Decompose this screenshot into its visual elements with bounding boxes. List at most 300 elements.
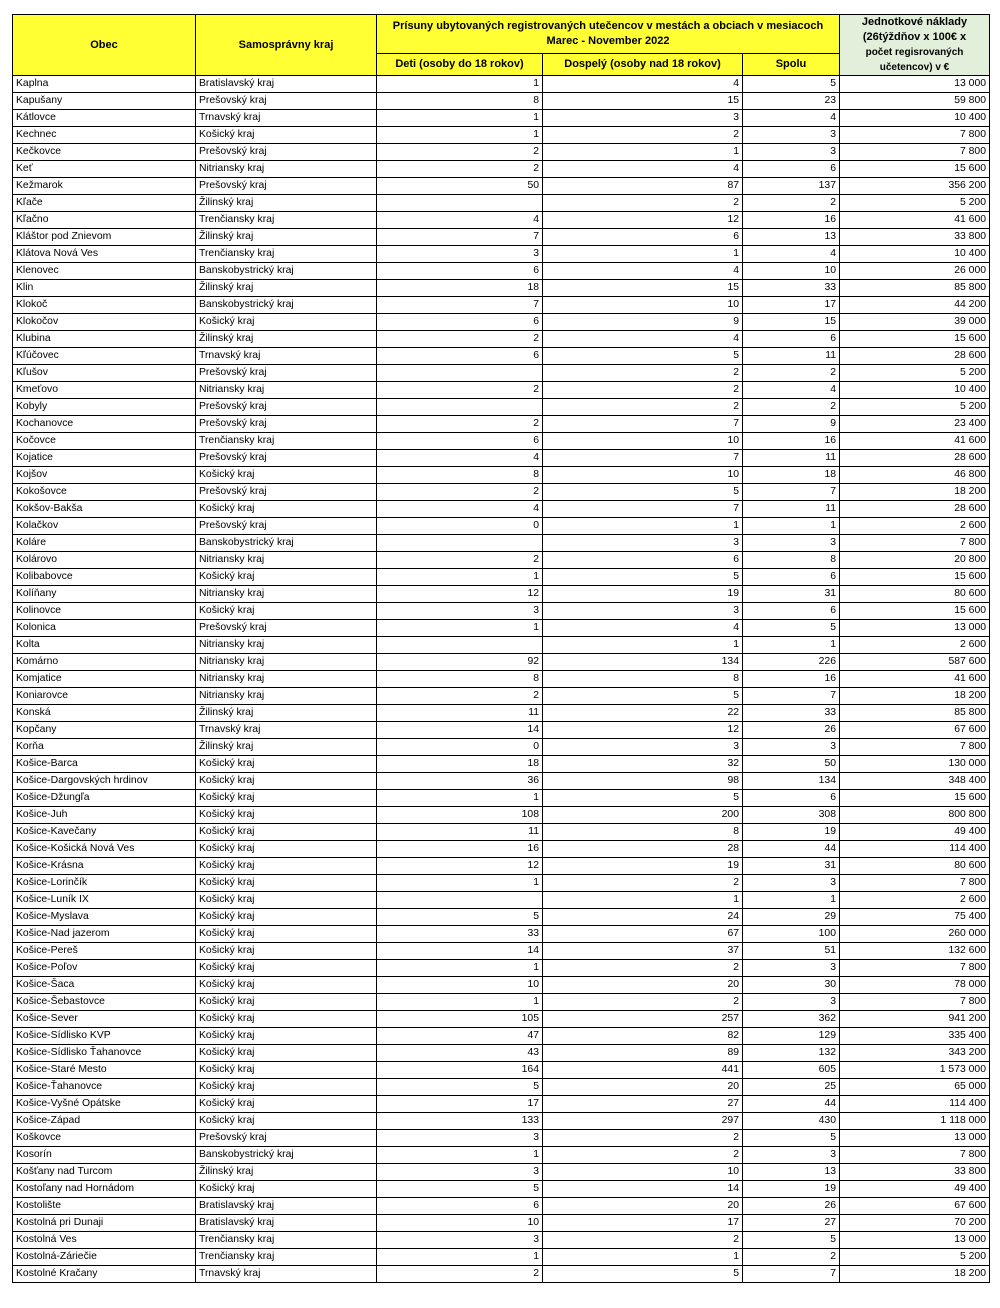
naklady-cell: 33 800 [840, 229, 990, 246]
table-row [13, 501, 990, 518]
obec-cell: Kobyly [13, 399, 196, 416]
spolu-cell: 4 [743, 382, 840, 399]
kraj-cell: Trenčiansky kraj [196, 433, 377, 450]
naklady-cell: 10 400 [840, 110, 990, 127]
spolu-cell: 3 [743, 127, 840, 144]
naklady-cell: 15 600 [840, 569, 990, 586]
table-row [13, 212, 990, 229]
dospeli-cell: 2 [543, 1130, 743, 1147]
kraj-cell: Trnavský kraj [196, 722, 377, 739]
deti-cell: 133 [377, 1113, 543, 1130]
table-row [13, 807, 990, 824]
spolu-cell: 6 [743, 161, 840, 178]
kraj-cell: Nitriansky kraj [196, 382, 377, 399]
spolu-cell: 2 [743, 195, 840, 212]
deti-cell: 5 [377, 1079, 543, 1096]
deti-cell [377, 365, 543, 382]
deti-cell: 164 [377, 1062, 543, 1079]
deti-cell: 2 [377, 484, 543, 501]
dospeli-cell: 3 [543, 603, 743, 620]
kraj-cell: Košický kraj [196, 1113, 377, 1130]
dospeli-cell: 441 [543, 1062, 743, 1079]
deti-cell: 105 [377, 1011, 543, 1028]
naklady-cell: 2 600 [840, 518, 990, 535]
table-row [13, 110, 990, 127]
spolu-cell: 19 [743, 1181, 840, 1198]
kraj-cell: Prešovský kraj [196, 178, 377, 195]
naklady-cell: 33 800 [840, 1164, 990, 1181]
naklady-cell: 15 600 [840, 790, 990, 807]
obec-cell: Kechnec [13, 127, 196, 144]
deti-cell: 47 [377, 1028, 543, 1045]
spolu-cell: 29 [743, 909, 840, 926]
table-row [13, 875, 990, 892]
obec-cell: Komjatice [13, 671, 196, 688]
dospeli-cell: 5 [543, 688, 743, 705]
obec-cell: Košice-Sever [13, 1011, 196, 1028]
table-row [13, 943, 990, 960]
deti-cell: 0 [377, 518, 543, 535]
deti-cell: 1 [377, 1249, 543, 1266]
naklady-cell: 5 200 [840, 399, 990, 416]
kraj-cell: Košický kraj [196, 790, 377, 807]
spolu-cell: 3 [743, 994, 840, 1011]
spolu-cell: 9 [743, 416, 840, 433]
spolu-cell: 26 [743, 1198, 840, 1215]
dospeli-cell: 22 [543, 705, 743, 722]
obec-cell: Košice-Západ [13, 1113, 196, 1130]
obec-cell: Kolíňany [13, 586, 196, 603]
obec-cell: Klátova Nová Ves [13, 246, 196, 263]
obec-cell: Kečkovce [13, 144, 196, 161]
deti-cell: 1 [377, 960, 543, 977]
table-row [13, 841, 990, 858]
obec-cell: Kojatice [13, 450, 196, 467]
kraj-cell: Košický kraj [196, 569, 377, 586]
dospeli-cell: 67 [543, 926, 743, 943]
naklady-cell: 59 800 [840, 93, 990, 110]
naklady-cell: 356 200 [840, 178, 990, 195]
deti-cell: 4 [377, 450, 543, 467]
kraj-cell: Košický kraj [196, 824, 377, 841]
dospeli-cell: 3 [543, 110, 743, 127]
naklady-cell: 49 400 [840, 1181, 990, 1198]
deti-cell: 3 [377, 246, 543, 263]
obec-cell: Kokošovce [13, 484, 196, 501]
spolu-cell: 19 [743, 824, 840, 841]
table-row [13, 331, 990, 348]
spolu-cell: 27 [743, 1215, 840, 1232]
dospeli-cell: 15 [543, 280, 743, 297]
deti-cell: 8 [377, 671, 543, 688]
table-row [13, 1096, 990, 1113]
kraj-cell: Košický kraj [196, 1011, 377, 1028]
spolu-cell: 605 [743, 1062, 840, 1079]
naklady-cell: 7 800 [840, 739, 990, 756]
dospeli-cell: 2 [543, 365, 743, 382]
obec-cell: Kostolné Kračany [13, 1266, 196, 1283]
table-row [13, 1062, 990, 1079]
dospeli-cell: 257 [543, 1011, 743, 1028]
table-row [13, 416, 990, 433]
naklady-cell: 587 600 [840, 654, 990, 671]
spolu-cell: 31 [743, 858, 840, 875]
obec-cell: Kolačkov [13, 518, 196, 535]
dospeli-cell: 4 [543, 76, 743, 93]
deti-cell: 1 [377, 76, 543, 93]
naklady-cell: 41 600 [840, 433, 990, 450]
obec-cell: Kopčany [13, 722, 196, 739]
table-row [13, 1232, 990, 1249]
dospeli-cell: 4 [543, 263, 743, 280]
kraj-cell: Prešovský kraj [196, 450, 377, 467]
deti-cell: 92 [377, 654, 543, 671]
spolu-cell: 3 [743, 1147, 840, 1164]
kraj-cell: Košický kraj [196, 892, 377, 909]
deti-cell: 14 [377, 943, 543, 960]
deti-cell: 11 [377, 705, 543, 722]
kraj-cell: Žilinský kraj [196, 705, 377, 722]
naklady-cell: 26 000 [840, 263, 990, 280]
spolu-cell: 3 [743, 875, 840, 892]
spolu-cell: 3 [743, 960, 840, 977]
naklady-cell: 78 000 [840, 977, 990, 994]
table-row [13, 144, 990, 161]
dospeli-cell: 3 [543, 535, 743, 552]
deti-cell: 6 [377, 1198, 543, 1215]
spolu-cell: 44 [743, 1096, 840, 1113]
spolu-cell: 3 [743, 739, 840, 756]
obec-cell: Košice-Nad jazerom [13, 926, 196, 943]
kraj-cell: Prešovský kraj [196, 518, 377, 535]
obec-cell: Košice-Staré Mesto [13, 1062, 196, 1079]
deti-cell: 8 [377, 93, 543, 110]
table-row [13, 1198, 990, 1215]
deti-cell: 5 [377, 1181, 543, 1198]
spolu-cell: 4 [743, 246, 840, 263]
deti-cell: 2 [377, 161, 543, 178]
obec-cell: Kapušany [13, 93, 196, 110]
table-body [13, 76, 990, 1283]
deti-cell: 14 [377, 722, 543, 739]
table-row [13, 909, 990, 926]
dospeli-cell: 6 [543, 229, 743, 246]
obec-cell: Kosorín [13, 1147, 196, 1164]
table-row [13, 195, 990, 212]
spolu-cell: 7 [743, 688, 840, 705]
naklady-cell: 13 000 [840, 620, 990, 637]
kraj-cell: Košický kraj [196, 858, 377, 875]
spolu-cell: 5 [743, 76, 840, 93]
dospeli-cell: 17 [543, 1215, 743, 1232]
table-row [13, 569, 990, 586]
spolu-cell: 8 [743, 552, 840, 569]
header-obec: Obec [13, 15, 196, 76]
dospeli-cell: 14 [543, 1181, 743, 1198]
spolu-cell: 33 [743, 705, 840, 722]
naklady-cell: 23 400 [840, 416, 990, 433]
naklady-cell: 15 600 [840, 331, 990, 348]
header-naklady-line2: počet regisrovaných učetencov) v € [865, 47, 964, 73]
header-kraj: Samosprávny kraj [196, 15, 377, 76]
spolu-cell: 226 [743, 654, 840, 671]
table-row [13, 178, 990, 195]
dospeli-cell: 6 [543, 552, 743, 569]
obec-cell: Koláre [13, 535, 196, 552]
dospeli-cell: 4 [543, 161, 743, 178]
kraj-cell: Košický kraj [196, 127, 377, 144]
table-row [13, 1028, 990, 1045]
naklady-cell: 80 600 [840, 586, 990, 603]
obec-cell: Košice-Juh [13, 807, 196, 824]
table-row [13, 926, 990, 943]
naklady-cell: 18 200 [840, 1266, 990, 1283]
naklady-cell: 7 800 [840, 1147, 990, 1164]
deti-cell: 108 [377, 807, 543, 824]
kraj-cell: Trnavský kraj [196, 348, 377, 365]
table-row [13, 382, 990, 399]
kraj-cell: Nitriansky kraj [196, 671, 377, 688]
kraj-cell: Prešovský kraj [196, 144, 377, 161]
naklady-cell: 65 000 [840, 1079, 990, 1096]
dospeli-cell: 1 [543, 1249, 743, 1266]
naklady-cell: 49 400 [840, 824, 990, 841]
dospeli-cell: 2 [543, 875, 743, 892]
table-row [13, 1181, 990, 1198]
spolu-cell: 33 [743, 280, 840, 297]
deti-cell [377, 637, 543, 654]
naklady-cell: 13 000 [840, 1232, 990, 1249]
kraj-cell: Žilinský kraj [196, 280, 377, 297]
obec-cell: Kolta [13, 637, 196, 654]
dospeli-cell: 8 [543, 824, 743, 841]
deti-cell [377, 399, 543, 416]
naklady-cell: 75 400 [840, 909, 990, 926]
kraj-cell: Košický kraj [196, 314, 377, 331]
kraj-cell: Žilinský kraj [196, 739, 377, 756]
spolu-cell: 5 [743, 620, 840, 637]
obec-cell: Košice-Šaca [13, 977, 196, 994]
dospeli-cell: 20 [543, 977, 743, 994]
kraj-cell: Prešovský kraj [196, 484, 377, 501]
spolu-cell: 5 [743, 1130, 840, 1147]
deti-cell: 33 [377, 926, 543, 943]
kraj-cell: Žilinský kraj [196, 1164, 377, 1181]
dospeli-cell: 7 [543, 450, 743, 467]
obec-cell: Klokoč [13, 297, 196, 314]
obec-cell: Košice-Džungľa [13, 790, 196, 807]
kraj-cell: Nitriansky kraj [196, 586, 377, 603]
table-row [13, 654, 990, 671]
deti-cell: 12 [377, 858, 543, 875]
table-row [13, 229, 990, 246]
kraj-cell: Košický kraj [196, 1045, 377, 1062]
obec-cell: Kostolná pri Dunaji [13, 1215, 196, 1232]
naklady-cell: 260 000 [840, 926, 990, 943]
obec-cell: Kláštor pod Znievom [13, 229, 196, 246]
naklady-cell: 114 400 [840, 1096, 990, 1113]
naklady-cell: 85 800 [840, 705, 990, 722]
naklady-cell: 7 800 [840, 535, 990, 552]
spolu-cell: 26 [743, 722, 840, 739]
kraj-cell: Bratislavský kraj [196, 1215, 377, 1232]
kraj-cell: Žilinský kraj [196, 331, 377, 348]
obec-cell: Košice-Sídlisko Ťahanovce [13, 1045, 196, 1062]
spolu-cell: 2 [743, 365, 840, 382]
obec-cell: Kokšov-Bakša [13, 501, 196, 518]
naklady-cell: 1 573 000 [840, 1062, 990, 1079]
kraj-cell: Nitriansky kraj [196, 688, 377, 705]
naklady-cell: 2 600 [840, 637, 990, 654]
table-row [13, 1164, 990, 1181]
deti-cell: 2 [377, 416, 543, 433]
dospeli-cell: 1 [543, 144, 743, 161]
naklady-cell: 348 400 [840, 773, 990, 790]
deti-cell: 1 [377, 875, 543, 892]
obec-cell: Koškovce [13, 1130, 196, 1147]
dospeli-cell: 12 [543, 722, 743, 739]
kraj-cell: Prešovský kraj [196, 416, 377, 433]
obec-cell: Kostolište [13, 1198, 196, 1215]
table-row [13, 671, 990, 688]
table-row [13, 1266, 990, 1283]
kraj-cell: Banskobystrický kraj [196, 297, 377, 314]
dospeli-cell: 5 [543, 569, 743, 586]
naklady-cell: 130 000 [840, 756, 990, 773]
table-row [13, 1045, 990, 1062]
naklady-cell: 5 200 [840, 195, 990, 212]
kraj-cell: Košický kraj [196, 773, 377, 790]
dospeli-cell: 5 [543, 1266, 743, 1283]
deti-cell: 1 [377, 994, 543, 1011]
dospeli-cell: 5 [543, 790, 743, 807]
table-row [13, 620, 990, 637]
table-row [13, 756, 990, 773]
kraj-cell: Nitriansky kraj [196, 637, 377, 654]
dospeli-cell: 134 [543, 654, 743, 671]
obec-cell: Kolárovo [13, 552, 196, 569]
deti-cell [377, 195, 543, 212]
spolu-cell: 16 [743, 212, 840, 229]
dospeli-cell: 200 [543, 807, 743, 824]
kraj-cell: Nitriansky kraj [196, 552, 377, 569]
kraj-cell: Nitriansky kraj [196, 654, 377, 671]
table-row [13, 1079, 990, 1096]
spolu-cell: 2 [743, 1249, 840, 1266]
deti-cell: 2 [377, 1266, 543, 1283]
table-row [13, 994, 990, 1011]
spolu-cell: 1 [743, 518, 840, 535]
deti-cell: 1 [377, 790, 543, 807]
table-row [13, 824, 990, 841]
naklady-cell: 85 800 [840, 280, 990, 297]
dospeli-cell: 32 [543, 756, 743, 773]
naklady-cell: 44 200 [840, 297, 990, 314]
obec-cell: Kostolná Ves [13, 1232, 196, 1249]
naklady-cell: 2 600 [840, 892, 990, 909]
kraj-cell: Košický kraj [196, 909, 377, 926]
obec-cell: Kmeťovo [13, 382, 196, 399]
spolu-cell: 51 [743, 943, 840, 960]
kraj-cell: Trenčiansky kraj [196, 1232, 377, 1249]
naklady-cell: 15 600 [840, 603, 990, 620]
dospeli-cell: 5 [543, 484, 743, 501]
deti-cell: 4 [377, 501, 543, 518]
header-deti: Deti (osoby do 18 rokov) [377, 54, 543, 76]
naklady-cell: 41 600 [840, 212, 990, 229]
naklady-cell: 7 800 [840, 144, 990, 161]
dospeli-cell: 27 [543, 1096, 743, 1113]
deti-cell: 11 [377, 824, 543, 841]
deti-cell: 7 [377, 297, 543, 314]
header-naklady [840, 15, 990, 76]
deti-cell: 8 [377, 467, 543, 484]
kraj-cell: Trnavský kraj [196, 110, 377, 127]
kraj-cell: Košický kraj [196, 1079, 377, 1096]
kraj-cell: Trenčiansky kraj [196, 246, 377, 263]
naklady-cell: 28 600 [840, 348, 990, 365]
naklady-cell: 941 200 [840, 1011, 990, 1028]
kraj-cell: Žilinský kraj [196, 229, 377, 246]
dospeli-cell: 3 [543, 739, 743, 756]
spolu-cell: 3 [743, 535, 840, 552]
naklady-cell: 343 200 [840, 1045, 990, 1062]
spolu-cell: 308 [743, 807, 840, 824]
spolu-cell: 1 [743, 892, 840, 909]
dospeli-cell: 2 [543, 994, 743, 1011]
dospeli-cell: 37 [543, 943, 743, 960]
dospeli-cell: 4 [543, 331, 743, 348]
table-row [13, 637, 990, 654]
deti-cell: 2 [377, 331, 543, 348]
kraj-cell: Košický kraj [196, 875, 377, 892]
obec-cell: Košice-Šebastovce [13, 994, 196, 1011]
kraj-cell: Košický kraj [196, 1096, 377, 1113]
dospeli-cell: 2 [543, 127, 743, 144]
naklady-cell: 7 800 [840, 875, 990, 892]
table-row [13, 280, 990, 297]
header-dospeli: Dospelý (osoby nad 18 rokov) [543, 54, 743, 76]
dospeli-cell: 5 [543, 348, 743, 365]
header-spolu: Spolu [743, 54, 840, 76]
obec-cell: Klenovec [13, 263, 196, 280]
table-row [13, 365, 990, 382]
deti-cell: 1 [377, 110, 543, 127]
obec-cell: Košice-Luník IX [13, 892, 196, 909]
refugee-table [12, 14, 990, 1283]
dospeli-cell: 10 [543, 467, 743, 484]
naklady-cell: 132 600 [840, 943, 990, 960]
dospeli-cell: 12 [543, 212, 743, 229]
table-row [13, 1215, 990, 1232]
deti-cell: 12 [377, 586, 543, 603]
spolu-cell: 11 [743, 450, 840, 467]
dospeli-cell: 20 [543, 1198, 743, 1215]
table-row [13, 586, 990, 603]
naklady-cell: 7 800 [840, 127, 990, 144]
spolu-cell: 3 [743, 144, 840, 161]
deti-cell: 43 [377, 1045, 543, 1062]
table-row [13, 1130, 990, 1147]
obec-cell: Košice-Ťahanovce [13, 1079, 196, 1096]
deti-cell: 1 [377, 569, 543, 586]
obec-cell: Košice-Lorinčík [13, 875, 196, 892]
table-row [13, 314, 990, 331]
deti-cell: 10 [377, 977, 543, 994]
dospeli-cell: 1 [543, 518, 743, 535]
dospeli-cell: 2 [543, 382, 743, 399]
spolu-cell: 6 [743, 603, 840, 620]
